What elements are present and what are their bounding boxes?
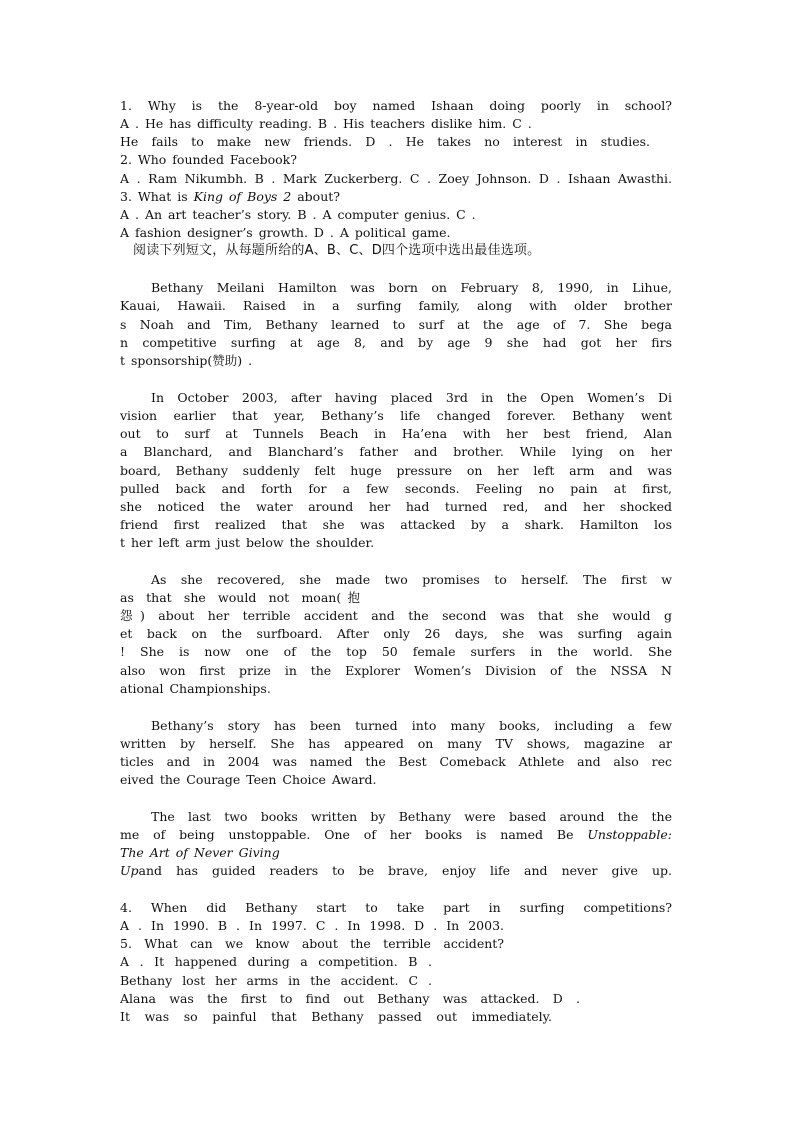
q5-stem: 5. What can we know about the terrible accident? <box>120 936 504 951</box>
q5-options-line-c: Alana was the first to find out Bethany was attacked. D . <box>120 991 580 1006</box>
passage-p2-line: friend first realized that she was attacked by a shark. Hamilton los <box>120 517 672 532</box>
passage-p5-line4-text: and has guided readers to be brave, enjoy life and never give up. <box>138 863 672 878</box>
passage-p5-line: The last two books written by Bethany were based around the the <box>151 809 672 824</box>
passage-p2-line: she noticed the water around her had turned red, and her shocked <box>120 499 672 514</box>
passage-p3-line: ! She is now one of the top 50 female surfers in the world. She <box>120 644 672 659</box>
passage-p4-line: Bethany’s story has been turned into many books, including a few <box>151 718 672 733</box>
passage-p2-line: out to surf at Tunnels Beach in Ha’ena with her best friend, Alan <box>120 426 672 441</box>
q4-options: A . In 1990. B . In 1997. C . In 1998. D . In 2003. <box>120 918 504 933</box>
passage-p1-line: Bethany Meilani Hamilton was born on February 8, 1990, in Lihue, <box>151 280 672 295</box>
book-title-part: Unstoppable: <box>587 827 672 842</box>
q3-options-line-b: A fashion designer’s growth. D . A political game. <box>120 225 451 240</box>
passage-p2-line: pulled back and forth for a few seconds. Feeling no pain at first, <box>120 481 672 496</box>
passage-p3-line: also won first prize in the Explorer Women’s Division of the NSSA N <box>120 663 672 678</box>
passage-p2-line: board, Bethany suddenly felt huge pressure on her left arm and was <box>120 463 672 478</box>
passage-p5-line <box>120 862 672 880</box>
passage-p1-line: t sponsorship(赞助) . <box>120 353 253 368</box>
q5-options-line-a: A . It happened during a competition. B . <box>120 954 432 969</box>
q2-stem: 2. Who founded Facebook? <box>120 152 297 167</box>
passage-p4-line: ticles and in 2004 was named the Best Comeback Athlete and also rec <box>120 754 672 769</box>
q2-options: A . Ram Nikumbh. B . Mark Zuckerberg. C . Zoey Johnson. D . Ishaan Awasthi. <box>120 171 672 186</box>
passage-p1-line: Kauai, Hawaii. Raised in a surfing family, along with older brother <box>120 298 672 313</box>
q3-options-line-a: A . An art teacher’s story. B . A computer genius. C . <box>120 207 476 222</box>
passage-p1-line: n competitive surfing at age 8, and by age 9 she had got her firs <box>120 335 672 350</box>
passage-p4-line: written by herself. She has appeared on many TV shows, magazine ar <box>120 736 672 751</box>
q4-stem: 4. When did Bethany start to take part in surfing competitions? <box>120 900 672 915</box>
passage-p5-line <box>120 826 672 844</box>
q3-stem-title: King of Boys 2 <box>193 189 292 204</box>
passage-p3-line: ational Championships. <box>120 681 271 696</box>
q1-options-line-a: A . He has difficulty reading. B . His teachers dislike him. C . <box>120 116 532 131</box>
passage-p2-line: In October 2003, after having placed 3rd in the Open Women’s Di <box>151 390 672 405</box>
book-title-part: Up <box>120 863 139 878</box>
q1-options-line-b: He fails to make new friends. D . He takes no interest in studies. <box>120 134 650 149</box>
passage-p4-line: eived the Courage Teen Choice Award. <box>120 772 377 787</box>
q5-options-line-b: Bethany lost her arms in the accident. C . <box>120 973 432 988</box>
passage-p2-line: a Blanchard, and Blanchard’s father and brother. While lying on her <box>120 444 672 459</box>
book-title-part: The Art of Never Giving <box>120 845 280 860</box>
q5-options-line-d: It was so painful that Bethany passed out immediately. <box>120 1009 552 1024</box>
q3-stem-prefix: 3. What is <box>120 189 194 204</box>
reading-instruction: 阅读下列短文，从每题所给的A、B、C、D四个选项中选出最佳选项。 <box>133 243 541 258</box>
passage-p1-line: s Noah and Tim, Bethany learned to surf at the age of 7. She bega <box>120 317 672 332</box>
q3-stem <box>120 188 672 206</box>
passage-p3-line: as that she would not moan(抱 <box>120 590 360 605</box>
passage-p2-line: vision earlier that year, Bethany’s life changed forever. Bethany went <box>120 408 672 423</box>
passage-p3-line: 怨) about her terrible accident and the second was that she would g <box>120 608 672 623</box>
passage-p3-line: As she recovered, she made two promises to herself. The first w <box>151 572 672 587</box>
passage-p3-line: et back on the surfboard. After only 26 days, she was surfing again <box>120 626 672 641</box>
passage-p2-line: t her left arm just below the shoulder. <box>120 535 375 550</box>
q3-stem-suffix: about? <box>291 189 340 204</box>
q1-stem: 1. Why is the 8-year-old boy named Ishaan doing poorly in school? <box>120 98 672 113</box>
passage-p5-line2-text: me of being unstoppable. One of her books is named Be <box>120 827 588 842</box>
